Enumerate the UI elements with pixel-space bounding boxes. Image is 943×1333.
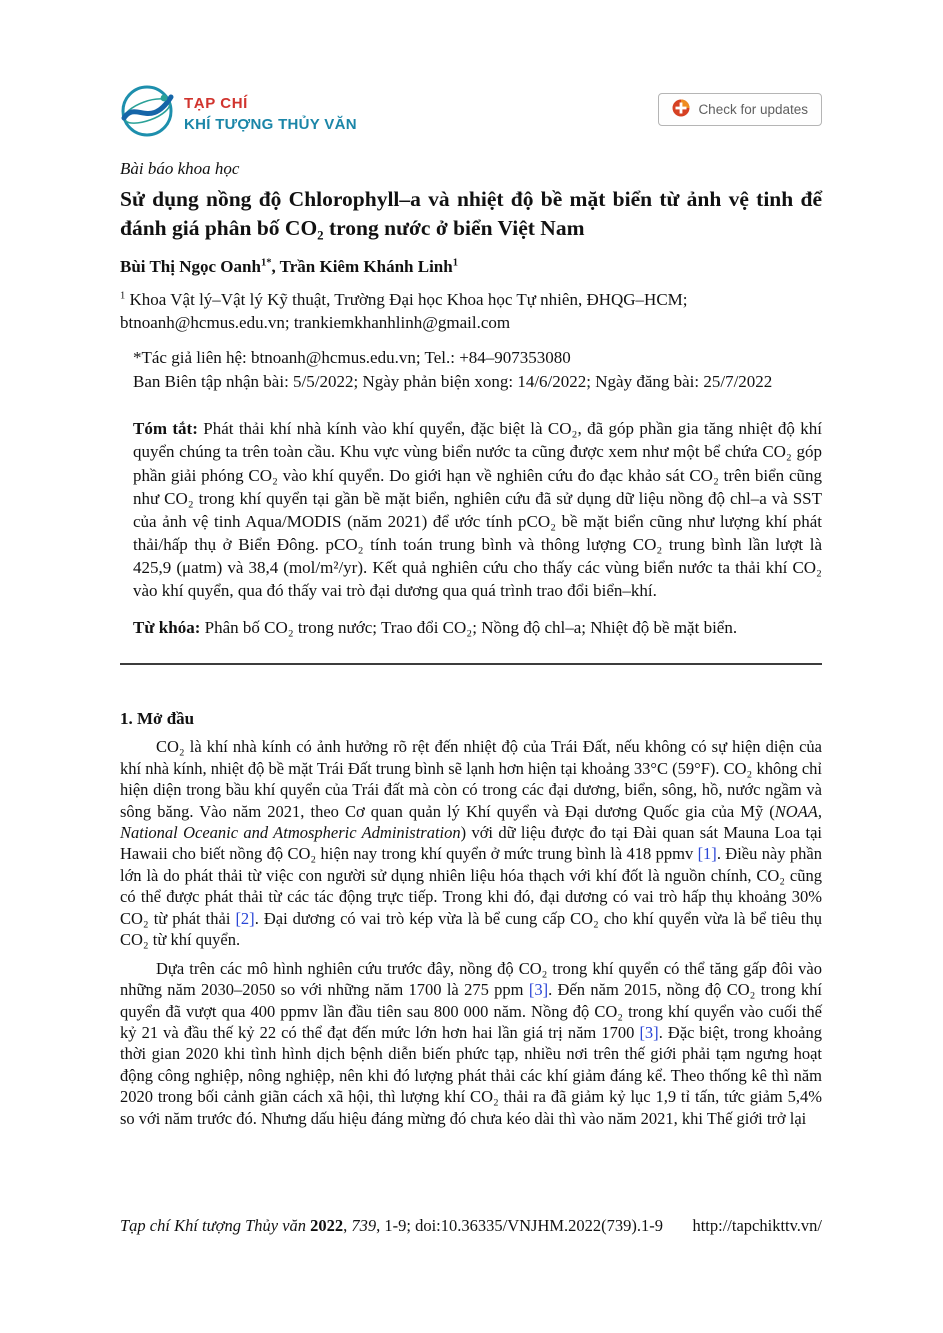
text-segment: . Đại dương có vai trò kép vừa là bể cung cấp CO₂ cho khí quyển vừa là bể tiêu thụ CO₂ từ khí quyển. — [120, 908, 822, 950]
text-segment: . Đến năm 2015, nồng độ CO₂ trong khí quyển đã vượt qua 400 ppmv lần đầu tiên sau 800 000 năm. Nồng độ CO₂ trong khí quyển vào cuối thế kỷ 21 và đầu thế kỷ 22 có thể đạt đến mức lớn hơn hai lần giá trị năm 1700 — [120, 980, 822, 1042]
text-segment: . Đặc biệt, trong khoảng thời gian 2020 khi tình hình dịch bệnh diễn biến phức tạp, nhiều nơi trên thế giới phải tạm ngưng hoạt động công nghiệp, nông nghiệp, nên khi đó lượng phát thải các khí giảm đáng kể. Theo thống kê thì năm 2020 trong bối cảnh giãn cách xã hội, thì lượng khí CO₂ thải ra đã giảm kỷ lục 1,9 tỉ tấn, tức giảm 5,4% so với năm trước đó. Nhưng dấu hiệu đáng mừng đó chưa kéo dài thì vào năm 2021, khi Thế giới trở lại — [120, 1022, 822, 1128]
footer-citation — [120, 1216, 663, 1236]
section-heading: 1. Mở đầu — [120, 709, 195, 729]
abstract-paragraph — [133, 417, 822, 602]
text-segment: . Điều này phần lớn là do phát thải từ việc con người sử dụng nhiên liệu hóa thạch với khí đốt là nguồn chính, CO₂ cũng có thể được phát thải từ các tác động trực tiếp. Trong khi đó, đại dương có vai trò hấp thụ khoảng 30% CO₂ từ phát thải — [120, 844, 822, 928]
journal-name-line1: TẠP CHÍ — [184, 94, 248, 112]
text-segment: ) với dữ liệu được đo tại Đài quan sát Mauna Loa tại Hawaii cho biết nồng độ CO₂ hiện nay trong khí quyển ở mức trung bình là 418 ppmv — [120, 823, 822, 864]
authors-line — [120, 257, 822, 277]
text-segment: Từ khóa: — [133, 618, 205, 638]
corresponding-author-line: *Tác giả liên hệ: btnoanh@hcmus.edu.vn; Tel.: +84–907353080 — [133, 348, 571, 368]
article-title: Sử dụng nồng độ Chlorophyll–a và nhiệt độ bề mặt biển từ ảnh vệ tinh để đánh giá phân bố CO₂ trong nước ở biển Việt Nam — [120, 187, 822, 240]
journal-name-line2: KHÍ TƯỢNG THỦY VĂN — [184, 115, 357, 133]
editorial-dates-line: Ban Biên tập nhận bài: 5/5/2022; Ngày phản biện xong: 14/6/2022; Ngày đăng bài: 25/7/2022 — [133, 371, 773, 391]
text-segment: Dựa trên các mô hình nghiên cứu trước đây, nồng độ CO₂ trong khí quyển có thể tăng gấp đôi vào những năm 2030–2050 so với những năm 1700 là 275 ppm — [120, 958, 822, 1000]
journal-name — [184, 95, 357, 133]
citation-link[interactable]: [2] — [235, 908, 255, 928]
text-segment: , 1-9; doi:10.36335/VNJHM.2022(739).1-9 — [376, 1216, 664, 1235]
crossmark-icon — [672, 99, 690, 120]
keywords-paragraph — [133, 616, 822, 639]
text-segment: 1 — [452, 257, 458, 269]
text-segment: Bùi Thị Ngọc Oanh — [120, 257, 261, 277]
text-segment: 1* — [260, 257, 272, 269]
affiliation-line — [120, 288, 822, 334]
citation-link[interactable]: [3] — [528, 980, 549, 1000]
journal-brand — [120, 84, 357, 143]
body-paragraph — [120, 736, 822, 950]
check-for-updates-label: Check for updates — [698, 102, 808, 117]
text-segment: NOAA, National Oceanic and Atmospheric Administration — [120, 801, 822, 843]
article-type-label: Bài báo khoa học — [120, 159, 240, 178]
text-segment: Phân bố CO₂ trong nước; Trao đổi CO₂; Nồng độ chl–a; Nhiệt độ bề mặt biển. — [204, 618, 738, 638]
citation-link[interactable]: [3] — [639, 1022, 659, 1042]
text-segment: Khoa Vật lý–Vật lý Kỹ thuật, Trường Đại học Khoa học Tự nhiên, ĐHQG–HCM; btnoanh@hcmus.edu.vn; trankiemkhanhlinh@gmail.com — [120, 290, 688, 333]
page-footer — [120, 1212, 822, 1236]
section-divider — [120, 663, 822, 665]
text-segment: Phát thải khí nhà kính vào khí quyển, đặc biệt là CO₂, đã góp phần gia tăng nhiệt độ khí quyển chúng ta trên toàn cầu. Khu vực vùng biển nước ta cũng được xem như một bể chứa CO₂ góp phần giải phóng CO₂ vào khí quyển. Do giới hạn về nghiên cứu đo đạc khảo sát CO₂ trên biển cũng như CO₂ trong khí quyển tại gần bề mặt biển, nghiên cứu đã sử dụng dữ liệu nồng độ chl–a và SST của ảnh vệ tinh Aqua/MODIS (năm 2021) để ước tính pCO₂ bề mặt biển cũng như lượng khí phát thải/hấp thụ ở Biển Đông. pCO₂ tính toán trung bình và thông lượng CO₂ trung bình lần lượt là 425,9 (μatm) và 38,4 (mol/m²/yr). Kết quả nghiên cứu cho thấy các vùng biển nước ta thải khí CO₂ vào khí quyển, qua đó thấy vai trò đại dương qua quá trình trao đổi biển–khí. — [133, 419, 823, 601]
abstract-block — [133, 417, 822, 639]
footer-journal-url[interactable]: http://tapchikttv.vn/ — [692, 1216, 822, 1235]
journal-logo-icon — [120, 84, 174, 143]
check-for-updates-button[interactable] — [658, 93, 822, 126]
correspondence-block — [133, 346, 822, 393]
text-segment: Tóm tắt: — [133, 419, 204, 439]
text-segment: CO₂ là khí nhà kính có ảnh hưởng rõ rệt đến nhiệt độ của Trái Đất, nếu không có sự hiện diện của khí nhà kính, nhiệt độ bề mặt Trái Đất trung bình sẽ lạnh hơn hiện tại khoảng 33°C (59°F). CO₂ không chỉ hiện diện trong bầu khí quyển của Trái đất mà còn có trong các đại dương, biển, sông, hồ, nước ngầm và sông băng. Vào năm 2021, theo Cơ quan quản lý Khí quyển và Đại dương Quốc gia của Mỹ ( — [120, 737, 822, 821]
text-segment: , — [343, 1216, 352, 1235]
text-segment: , Trần Kiêm Khánh Linh — [271, 257, 453, 277]
masthead — [120, 84, 822, 142]
text-segment: 2022 — [310, 1216, 344, 1235]
text-segment: Tạp chí Khí tượng Thủy văn — [120, 1216, 311, 1235]
text-segment: 739 — [351, 1216, 377, 1235]
text-segment: 1 — [120, 290, 126, 302]
citation-link[interactable]: [1] — [697, 844, 717, 864]
body-paragraph — [120, 958, 822, 1130]
